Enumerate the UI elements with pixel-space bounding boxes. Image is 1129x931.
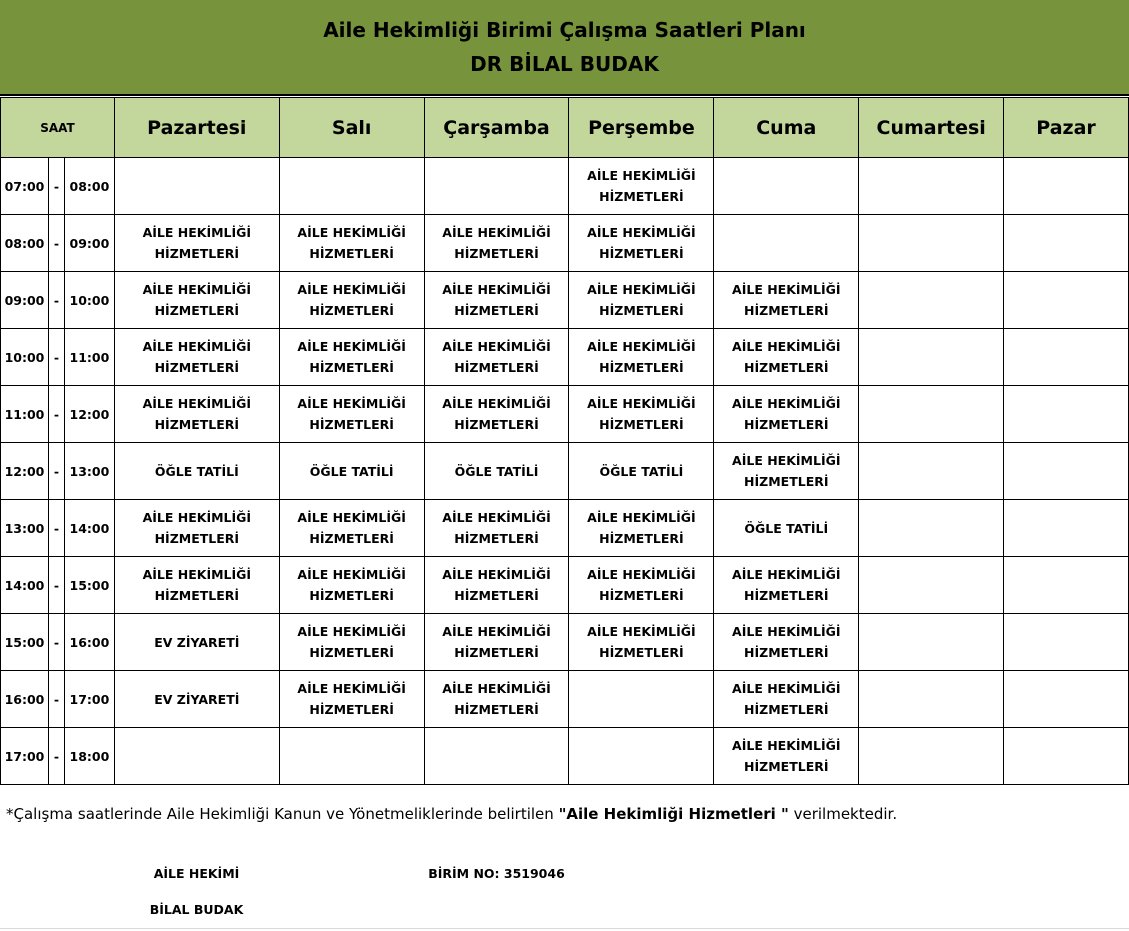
schedule-cell — [424, 728, 569, 785]
schedule-cell — [1004, 728, 1129, 785]
table-row — [1, 614, 1129, 671]
time-dash: - — [48, 557, 64, 614]
schedule-cell: AİLE HEKİMLİĞİ HİZMETLERİ — [279, 671, 424, 728]
schedule-cell — [1004, 272, 1129, 329]
schedule-cell — [1004, 329, 1129, 386]
start-time: 10:00 — [1, 329, 49, 386]
schedule-cell: ÖĞLE TATİLİ — [114, 443, 279, 500]
schedule-cell: AİLE HEKİMLİĞİ HİZMETLERİ — [114, 272, 279, 329]
schedule-cell — [1004, 443, 1129, 500]
time-dash: - — [48, 158, 64, 215]
table-row — [1, 443, 1129, 500]
time-dash: - — [48, 671, 64, 728]
bottom-divider — [0, 928, 1129, 929]
schedule-cell: AİLE HEKİMLİĞİ HİZMETLERİ — [569, 329, 714, 386]
table-row — [1, 671, 1129, 728]
start-time: 08:00 — [1, 215, 49, 272]
doctor-name-title: DR BİLAL BUDAK — [470, 52, 659, 76]
table-row — [1, 557, 1129, 614]
schedule-cell: AİLE HEKİMLİĞİ HİZMETLERİ — [569, 500, 714, 557]
schedule-cell: AİLE HEKİMLİĞİ HİZMETLERİ — [114, 557, 279, 614]
schedule-cell — [859, 329, 1004, 386]
table-row — [1, 728, 1129, 785]
start-time: 07:00 — [1, 158, 49, 215]
note-bold: "Aile Hekimliği Hizmetleri " — [558, 805, 789, 823]
schedule-cell — [279, 728, 424, 785]
schedule-cell: AİLE HEKİMLİĞİ HİZMETLERİ — [714, 557, 859, 614]
end-time: 14:00 — [64, 500, 114, 557]
schedule-cell — [1004, 671, 1129, 728]
schedule-cell — [859, 386, 1004, 443]
time-dash: - — [48, 728, 64, 785]
day-header: Cumartesi — [859, 98, 1004, 158]
day-header: Salı — [279, 98, 424, 158]
schedule-cell: AİLE HEKİMLİĞİ HİZMETLERİ — [714, 386, 859, 443]
schedule-cell: AİLE HEKİMLİĞİ HİZMETLERİ — [114, 215, 279, 272]
day-header: Pazar — [1004, 98, 1129, 158]
unit-number: BİRİM NO: 3519046 — [428, 866, 565, 881]
day-header: Çarşamba — [424, 98, 569, 158]
schedule-cell — [424, 158, 569, 215]
doctor-role: AİLE HEKİMİ — [153, 866, 240, 881]
time-dash: - — [48, 614, 64, 671]
schedule-cell: AİLE HEKİMLİĞİ HİZMETLERİ — [569, 614, 714, 671]
schedule-cell: AİLE HEKİMLİĞİ HİZMETLERİ — [569, 215, 714, 272]
end-time: 18:00 — [64, 728, 114, 785]
schedule-cell — [1004, 500, 1129, 557]
schedule-cell: AİLE HEKİMLİĞİ HİZMETLERİ — [279, 329, 424, 386]
page-title: Aile Hekimliği Birimi Çalışma Saatleri Planı — [323, 18, 806, 42]
schedule-cell — [859, 557, 1004, 614]
schedule-cell: AİLE HEKİMLİĞİ HİZMETLERİ — [114, 386, 279, 443]
time-dash: - — [48, 443, 64, 500]
end-time: 13:00 — [64, 443, 114, 500]
schedule-cell — [859, 500, 1004, 557]
schedule-cell: ÖĞLE TATİLİ — [424, 443, 569, 500]
schedule-cell: AİLE HEKİMLİĞİ HİZMETLERİ — [424, 671, 569, 728]
day-header: Perşembe — [569, 98, 714, 158]
doctor-name: BİLAL BUDAK — [149, 902, 244, 917]
end-time: 17:00 — [64, 671, 114, 728]
table-row — [1, 158, 1129, 215]
schedule-cell — [279, 158, 424, 215]
schedule-cell — [1004, 386, 1129, 443]
schedule-cell: AİLE HEKİMLİĞİ HİZMETLERİ — [569, 272, 714, 329]
schedule-cell: AİLE HEKİMLİĞİ HİZMETLERİ — [424, 386, 569, 443]
footer-note — [6, 804, 897, 824]
end-time: 08:00 — [64, 158, 114, 215]
end-time: 09:00 — [64, 215, 114, 272]
schedule-cell — [114, 728, 279, 785]
schedule-cell — [1004, 614, 1129, 671]
schedule-cell: AİLE HEKİMLİĞİ HİZMETLERİ — [569, 158, 714, 215]
schedule-cell — [1004, 215, 1129, 272]
schedule-cell — [859, 272, 1004, 329]
schedule-cell: AİLE HEKİMLİĞİ HİZMETLERİ — [424, 272, 569, 329]
schedule-cell: ÖĞLE TATİLİ — [569, 443, 714, 500]
schedule-cell: AİLE HEKİMLİĞİ HİZMETLERİ — [714, 329, 859, 386]
schedule-cell: AİLE HEKİMLİĞİ HİZMETLERİ — [424, 215, 569, 272]
schedule-cell — [859, 671, 1004, 728]
schedule-cell — [1004, 158, 1129, 215]
note-prefix: *Çalışma saatlerinde Aile Hekimliği Kanun ve Yönetmeliklerinde belirtilen — [6, 805, 559, 823]
schedule-cell: EV ZİYARETİ — [114, 614, 279, 671]
end-time: 10:00 — [64, 272, 114, 329]
schedule-cell: AİLE HEKİMLİĞİ HİZMETLERİ — [424, 614, 569, 671]
end-time: 15:00 — [64, 557, 114, 614]
note-suffix: verilmektedir. — [788, 805, 898, 823]
schedule-cell: AİLE HEKİMLİĞİ HİZMETLERİ — [714, 272, 859, 329]
schedule-cell: AİLE HEKİMLİĞİ HİZMETLERİ — [424, 500, 569, 557]
start-time: 17:00 — [1, 728, 49, 785]
table-row — [1, 500, 1129, 557]
schedule-cell: AİLE HEKİMLİĞİ HİZMETLERİ — [279, 557, 424, 614]
end-time: 12:00 — [64, 386, 114, 443]
start-time: 09:00 — [1, 272, 49, 329]
start-time: 11:00 — [1, 386, 49, 443]
schedule-cell — [859, 614, 1004, 671]
day-header: Pazartesi — [114, 98, 279, 158]
end-time: 11:00 — [64, 329, 114, 386]
schedule-cell: ÖĞLE TATİLİ — [279, 443, 424, 500]
time-dash: - — [48, 329, 64, 386]
time-dash: - — [48, 272, 64, 329]
schedule-cell: AİLE HEKİMLİĞİ HİZMETLERİ — [114, 329, 279, 386]
schedule-cell — [1004, 557, 1129, 614]
day-header: Cuma — [714, 98, 859, 158]
title-bar — [0, 0, 1129, 96]
schedule-cell: AİLE HEKİMLİĞİ HİZMETLERİ — [279, 272, 424, 329]
header-row — [1, 98, 1129, 158]
schedule-cell: AİLE HEKİMLİĞİ HİZMETLERİ — [424, 557, 569, 614]
schedule-cell: AİLE HEKİMLİĞİ HİZMETLERİ — [569, 386, 714, 443]
table-row — [1, 386, 1129, 443]
time-dash: - — [48, 500, 64, 557]
schedule-cell: ÖĞLE TATİLİ — [714, 500, 859, 557]
schedule-cell — [859, 158, 1004, 215]
start-time: 16:00 — [1, 671, 49, 728]
schedule-table — [0, 97, 1129, 785]
schedule-cell — [859, 728, 1004, 785]
end-time: 16:00 — [64, 614, 114, 671]
start-time: 15:00 — [1, 614, 49, 671]
schedule-cell — [569, 671, 714, 728]
start-time: 13:00 — [1, 500, 49, 557]
table-row — [1, 215, 1129, 272]
schedule-cell — [714, 215, 859, 272]
schedule-cell: AİLE HEKİMLİĞİ HİZMETLERİ — [279, 614, 424, 671]
saat-header: SAAT — [1, 98, 115, 158]
schedule-cell: AİLE HEKİMLİĞİ HİZMETLERİ — [569, 557, 714, 614]
schedule-cell — [859, 443, 1004, 500]
schedule-cell: AİLE HEKİMLİĞİ HİZMETLERİ — [714, 614, 859, 671]
schedule-cell: AİLE HEKİMLİĞİ HİZMETLERİ — [114, 500, 279, 557]
schedule-cell: AİLE HEKİMLİĞİ HİZMETLERİ — [714, 671, 859, 728]
time-dash: - — [48, 215, 64, 272]
table-row — [1, 272, 1129, 329]
schedule-cell — [114, 158, 279, 215]
table-row — [1, 329, 1129, 386]
start-time: 12:00 — [1, 443, 49, 500]
schedule-cell — [859, 215, 1004, 272]
schedule-cell: AİLE HEKİMLİĞİ HİZMETLERİ — [279, 215, 424, 272]
schedule-cell: AİLE HEKİMLİĞİ HİZMETLERİ — [424, 329, 569, 386]
schedule-cell: AİLE HEKİMLİĞİ HİZMETLERİ — [714, 443, 859, 500]
start-time: 14:00 — [1, 557, 49, 614]
schedule-cell — [714, 158, 859, 215]
schedule-cell: EV ZİYARETİ — [114, 671, 279, 728]
schedule-cell: AİLE HEKİMLİĞİ HİZMETLERİ — [714, 728, 859, 785]
time-dash: - — [48, 386, 64, 443]
schedule-cell: AİLE HEKİMLİĞİ HİZMETLERİ — [279, 500, 424, 557]
schedule-cell: AİLE HEKİMLİĞİ HİZMETLERİ — [279, 386, 424, 443]
schedule-cell — [569, 728, 714, 785]
